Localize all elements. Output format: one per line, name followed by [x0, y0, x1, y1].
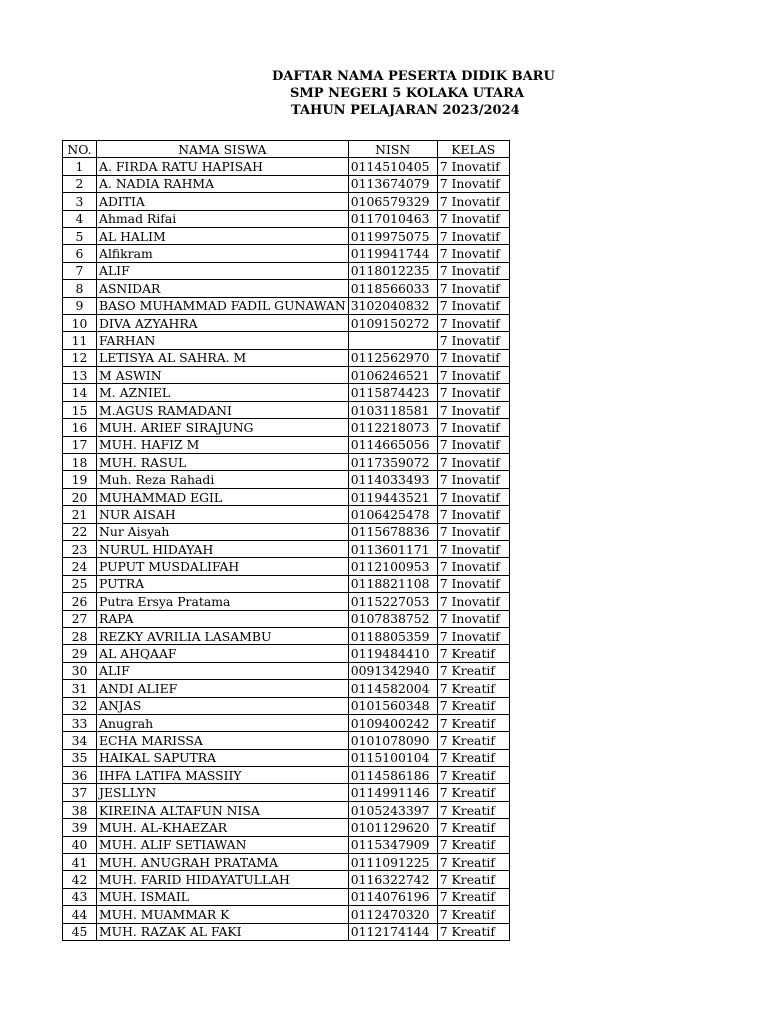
student-nisn: 0114582004 [348, 680, 437, 697]
student-name: ANDI ALIEF [97, 680, 349, 697]
row-number: 43 [63, 888, 97, 905]
student-class: 7 Inovatif [437, 280, 509, 297]
table-row [63, 819, 510, 836]
row-number: 26 [63, 593, 97, 610]
row-number: 9 [63, 297, 97, 314]
student-name: MUH. FARID HIDAYATULLAH [97, 871, 349, 888]
student-nisn: 3102040832 [348, 297, 437, 314]
student-class: 7 Inovatif [437, 332, 509, 349]
student-name: Anugrah [97, 714, 349, 731]
document-title: DAFTAR NAMA PESERTA DIDIK BARU [272, 69, 555, 84]
row-number: 23 [63, 540, 97, 557]
table-row [63, 871, 510, 888]
table-row [63, 610, 510, 627]
table-row [63, 349, 510, 366]
table-row [63, 732, 510, 749]
student-name: PUPUT MUSDALIFAH [97, 558, 349, 575]
student-class: 7 Inovatif [437, 575, 509, 592]
student-class: 7 Kreatif [437, 662, 509, 679]
student-nisn: 0118805359 [348, 627, 437, 644]
student-name: Ahmad Rifai [97, 210, 349, 227]
table-row [63, 923, 510, 940]
row-number: 3 [63, 193, 97, 210]
student-class: 7 Kreatif [437, 836, 509, 853]
student-class: 7 Inovatif [437, 419, 509, 436]
table-row [63, 314, 510, 331]
student-name: Alfikram [97, 245, 349, 262]
student-class: 7 Inovatif [437, 227, 509, 244]
student-nisn: 0101078090 [348, 732, 437, 749]
student-name: KIREINA ALTAFUN NISA [97, 801, 349, 818]
student-nisn: 0109400242 [348, 714, 437, 731]
row-number: 12 [63, 349, 97, 366]
student-name: RAPA [97, 610, 349, 627]
student-nisn: 0112174144 [348, 923, 437, 940]
student-nisn: 0106425478 [348, 506, 437, 523]
table-row [63, 401, 510, 418]
student-class: 7 Kreatif [437, 819, 509, 836]
row-number: 10 [63, 314, 97, 331]
row-number: 15 [63, 401, 97, 418]
row-number: 42 [63, 871, 97, 888]
table-row [63, 367, 510, 384]
table-header-row [63, 141, 510, 158]
student-nisn: 0118566033 [348, 280, 437, 297]
table-body [63, 158, 510, 941]
student-class: 7 Inovatif [437, 193, 509, 210]
student-name: IHFA LATIFA MASSIIY [97, 767, 349, 784]
student-name: MUH. AL-KHAEZAR [97, 819, 349, 836]
student-name: LETISYA AL SAHRA. M [97, 349, 349, 366]
student-nisn: 0115227053 [348, 593, 437, 610]
table-row [63, 854, 510, 871]
student-name: A. FIRDA RATU HAPISAH [97, 158, 349, 175]
row-number: 38 [63, 801, 97, 818]
student-class: 7 Inovatif [437, 506, 509, 523]
column-header-nisn: NISN [348, 141, 437, 158]
table-row [63, 627, 510, 644]
student-nisn: 0112100953 [348, 558, 437, 575]
table-row [63, 540, 510, 557]
table-row [63, 523, 510, 540]
student-name: ASNIDAR [97, 280, 349, 297]
student-name: NURUL HIDAYAH [97, 540, 349, 557]
row-number: 1 [63, 158, 97, 175]
row-number: 33 [63, 714, 97, 731]
student-nisn: 0119443521 [348, 488, 437, 505]
academic-year: TAHUN PELAJARAN 2023/2024 [291, 103, 520, 118]
table-row [63, 436, 510, 453]
table-row [63, 245, 510, 262]
student-name: MUHAMMAD EGIL [97, 488, 349, 505]
student-name: FARHAN [97, 332, 349, 349]
student-class: 7 Kreatif [437, 854, 509, 871]
student-class: 7 Inovatif [437, 454, 509, 471]
student-nisn: 0119975075 [348, 227, 437, 244]
student-name: BASO MUHAMMAD FADIL GUNAWAN [97, 297, 349, 314]
row-number: 5 [63, 227, 97, 244]
table-row [63, 888, 510, 905]
student-name: AL HALIM [97, 227, 349, 244]
student-class: 7 Inovatif [437, 593, 509, 610]
student-nisn: 0101560348 [348, 697, 437, 714]
table-row [63, 297, 510, 314]
student-name: Nur Aisyah [97, 523, 349, 540]
student-class: 7 Kreatif [437, 871, 509, 888]
student-nisn: 0109150272 [348, 314, 437, 331]
table-row [63, 158, 510, 175]
row-number: 40 [63, 836, 97, 853]
row-number: 7 [63, 262, 97, 279]
student-nisn: 0106579329 [348, 193, 437, 210]
student-nisn: 0117359072 [348, 454, 437, 471]
table-row [63, 697, 510, 714]
student-class: 7 Inovatif [437, 210, 509, 227]
student-class: 7 Inovatif [437, 401, 509, 418]
table-row [63, 558, 510, 575]
student-class: 7 Kreatif [437, 767, 509, 784]
student-nisn: 0112562970 [348, 349, 437, 366]
row-number: 18 [63, 454, 97, 471]
table-row [63, 645, 510, 662]
row-number: 16 [63, 419, 97, 436]
row-number: 14 [63, 384, 97, 401]
row-number: 30 [63, 662, 97, 679]
table-row [63, 575, 510, 592]
student-class: 7 Kreatif [437, 906, 509, 923]
student-nisn: 0118821108 [348, 575, 437, 592]
table-row [63, 193, 510, 210]
table-row [63, 593, 510, 610]
row-number: 25 [63, 575, 97, 592]
row-number: 4 [63, 210, 97, 227]
table-row [63, 836, 510, 853]
student-name: ECHA MARISSA [97, 732, 349, 749]
row-number: 35 [63, 749, 97, 766]
student-name: AL AHQAAF [97, 645, 349, 662]
student-nisn: 0117010463 [348, 210, 437, 227]
student-nisn: 0119941744 [348, 245, 437, 262]
table-row [63, 280, 510, 297]
student-name: JESLLYN [97, 784, 349, 801]
row-number: 37 [63, 784, 97, 801]
school-name: SMP NEGERI 5 KOLAKA UTARA [290, 86, 525, 101]
student-nisn: 0114665056 [348, 436, 437, 453]
student-name: MUH. ISMAIL [97, 888, 349, 905]
student-roster-table [62, 140, 510, 941]
student-name: ANJAS [97, 697, 349, 714]
student-nisn: 0112218073 [348, 419, 437, 436]
student-nisn: 0115347909 [348, 836, 437, 853]
table-row [63, 471, 510, 488]
row-number: 28 [63, 627, 97, 644]
row-number: 44 [63, 906, 97, 923]
row-number: 21 [63, 506, 97, 523]
student-class: 7 Inovatif [437, 158, 509, 175]
student-class: 7 Inovatif [437, 349, 509, 366]
student-nisn: 0114586186 [348, 767, 437, 784]
table-row [63, 801, 510, 818]
student-nisn: 0118012235 [348, 262, 437, 279]
student-nisn: 0114510405 [348, 158, 437, 175]
student-name: ADITIA [97, 193, 349, 210]
student-class: 7 Inovatif [437, 540, 509, 557]
student-nisn: 0116322742 [348, 871, 437, 888]
column-header-name: NAMA SISWA [97, 141, 349, 158]
table-row [63, 419, 510, 436]
student-class: 7 Kreatif [437, 714, 509, 731]
student-class: 7 Inovatif [437, 488, 509, 505]
table-row [63, 784, 510, 801]
table-row [63, 749, 510, 766]
student-name: ALIF [97, 262, 349, 279]
row-number: 20 [63, 488, 97, 505]
row-number: 19 [63, 471, 97, 488]
student-class: 7 Kreatif [437, 645, 509, 662]
student-class: 7 Kreatif [437, 680, 509, 697]
table-row [63, 175, 510, 192]
row-number: 29 [63, 645, 97, 662]
student-name: HAIKAL SAPUTRA [97, 749, 349, 766]
student-name: PUTRA [97, 575, 349, 592]
row-number: 39 [63, 819, 97, 836]
row-number: 31 [63, 680, 97, 697]
student-nisn: 0103118581 [348, 401, 437, 418]
student-name: M ASWIN [97, 367, 349, 384]
student-name: Muh. Reza Rahadi [97, 471, 349, 488]
student-name: MUH. ALIF SETIAWAN [97, 836, 349, 853]
table-row [63, 662, 510, 679]
student-nisn: 0115678836 [348, 523, 437, 540]
student-name: MUH. ARIEF SIRAJUNG [97, 419, 349, 436]
student-name: NUR AISAH [97, 506, 349, 523]
row-number: 45 [63, 923, 97, 940]
column-header-class: KELAS [437, 141, 509, 158]
table-row [63, 332, 510, 349]
student-class: 7 Inovatif [437, 367, 509, 384]
student-class: 7 Inovatif [437, 314, 509, 331]
student-nisn: 0106246521 [348, 367, 437, 384]
student-name: A. NADIA RAHMA [97, 175, 349, 192]
row-number: 41 [63, 854, 97, 871]
student-class: 7 Kreatif [437, 888, 509, 905]
table-row [63, 488, 510, 505]
student-nisn: 0105243397 [348, 801, 437, 818]
student-name: Putra Ersya Pratama [97, 593, 349, 610]
student-class: 7 Inovatif [437, 262, 509, 279]
document-header [262, 68, 555, 119]
student-nisn: 0107838752 [348, 610, 437, 627]
table-row [63, 767, 510, 784]
student-nisn: 0112470320 [348, 906, 437, 923]
row-number: 36 [63, 767, 97, 784]
table-row [63, 227, 510, 244]
student-nisn: 0119484410 [348, 645, 437, 662]
table-row [63, 454, 510, 471]
student-name: MUH. ANUGRAH PRATAMA [97, 854, 349, 871]
student-class: 7 Inovatif [437, 471, 509, 488]
student-nisn [348, 332, 437, 349]
student-name: DIVA AZYAHRA [97, 314, 349, 331]
student-nisn: 0113674079 [348, 175, 437, 192]
student-nisn: 0114076196 [348, 888, 437, 905]
row-number: 13 [63, 367, 97, 384]
student-name: ALIF [97, 662, 349, 679]
student-class: 7 Inovatif [437, 627, 509, 644]
table-row [63, 210, 510, 227]
student-class: 7 Inovatif [437, 297, 509, 314]
student-class: 7 Inovatif [437, 610, 509, 627]
student-class: 7 Kreatif [437, 749, 509, 766]
table-row [63, 262, 510, 279]
table-row [63, 506, 510, 523]
row-number: 27 [63, 610, 97, 627]
student-name: MUH. MUAMMAR K [97, 906, 349, 923]
row-number: 24 [63, 558, 97, 575]
table-row [63, 714, 510, 731]
student-nisn: 0091342940 [348, 662, 437, 679]
student-nisn: 0115874423 [348, 384, 437, 401]
student-name: M. AZNIEL [97, 384, 349, 401]
student-class: 7 Kreatif [437, 923, 509, 940]
student-class: 7 Inovatif [437, 245, 509, 262]
row-number: 2 [63, 175, 97, 192]
student-nisn: 0113601171 [348, 540, 437, 557]
row-number: 11 [63, 332, 97, 349]
student-class: 7 Kreatif [437, 784, 509, 801]
student-name: MUH. RASUL [97, 454, 349, 471]
row-number: 22 [63, 523, 97, 540]
row-number: 32 [63, 697, 97, 714]
student-nisn: 0114991146 [348, 784, 437, 801]
student-class: 7 Inovatif [437, 558, 509, 575]
student-name: MUH. HAFIZ M [97, 436, 349, 453]
table-row [63, 680, 510, 697]
row-number: 34 [63, 732, 97, 749]
student-class: 7 Inovatif [437, 436, 509, 453]
table-row [63, 384, 510, 401]
student-nisn: 0111091225 [348, 854, 437, 871]
student-name: MUH. RAZAK AL FAKI [97, 923, 349, 940]
table-row [63, 906, 510, 923]
student-name: M.AGUS RAMADANI [97, 401, 349, 418]
row-number: 6 [63, 245, 97, 262]
column-header-no: NO. [63, 141, 97, 158]
row-number: 8 [63, 280, 97, 297]
student-nisn: 0115100104 [348, 749, 437, 766]
student-nisn: 0101129620 [348, 819, 437, 836]
row-number: 17 [63, 436, 97, 453]
student-name: REZKY AVRILIA LASAMBU [97, 627, 349, 644]
student-class: 7 Kreatif [437, 801, 509, 818]
student-class: 7 Inovatif [437, 384, 509, 401]
student-class: 7 Kreatif [437, 732, 509, 749]
student-class: 7 Inovatif [437, 175, 509, 192]
student-nisn: 0114033493 [348, 471, 437, 488]
student-class: 7 Inovatif [437, 523, 509, 540]
student-class: 7 Kreatif [437, 697, 509, 714]
